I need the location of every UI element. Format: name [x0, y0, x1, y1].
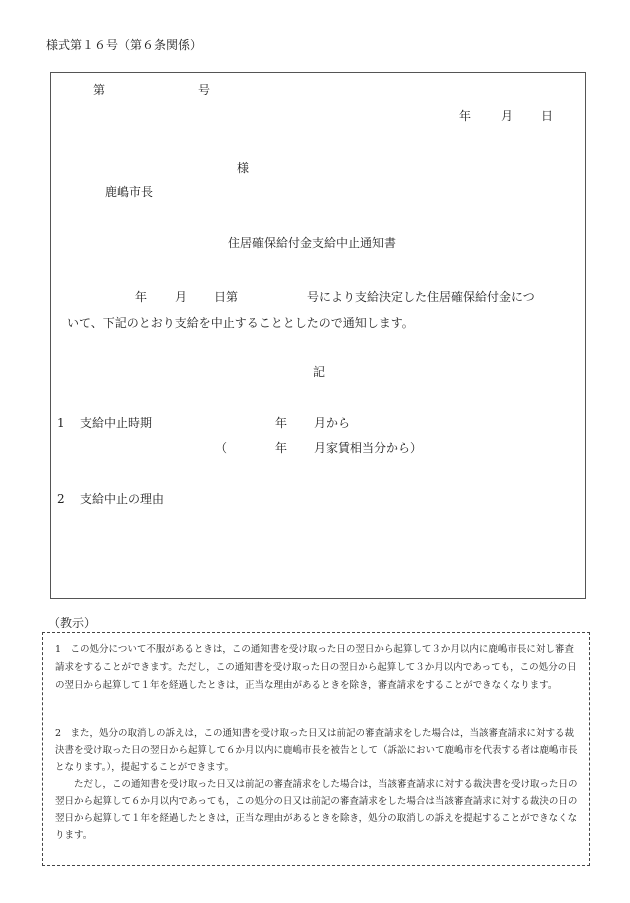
ki-heading: 記: [313, 365, 326, 379]
item1-year: 年: [275, 416, 288, 430]
instruction-paragraph-1: 1 この処分について不服があるときは，この通知書を受け取った日の翌日から起算して３か月以内に鹿嶋市長に対し審査請求をすることができます。ただし，この通知書を受け取った日の翌日から起算して３か月以内であっても，この処分の日の翌日から起算して１年を経過したときは，正当な理由があるときを除き，審査請求をすることができなくなります。: [55, 644, 577, 691]
instruction-box: [42, 632, 590, 866]
notice-title: 住居確保給付金支給中止通知書: [228, 236, 397, 250]
date-year: 年: [459, 109, 472, 123]
body-day-dai: 日第: [214, 290, 239, 304]
item1-number: 1: [57, 416, 65, 430]
item1-year2: 年: [275, 441, 288, 455]
notice-form: [50, 72, 586, 599]
body-year: 年: [135, 290, 148, 304]
sender-name: 鹿嶋市長: [105, 185, 154, 199]
item2-number: 2: [57, 492, 65, 506]
item1-label: 支給中止時期: [80, 416, 153, 430]
recipient-suffix: 様: [237, 161, 250, 175]
body-month: 月: [175, 290, 188, 304]
item1-from: 月から: [314, 416, 351, 430]
item2-label: 支給中止の理由: [80, 492, 165, 506]
number-dai: 第: [93, 83, 106, 97]
instruction-paragraph-2: 2 また，処分の取消しの訴えは，この通知書を受け取った日又は前記の審査請求をした場合は，当該審査請求に対する裁決書を受け取った日の翌日から起算して６か月以内に鹿嶋市長を被告として（訴訟において鹿嶋市を代表する者は鹿嶋市長となります。），提起することができます。: [55, 728, 578, 773]
date-month: 月: [501, 109, 514, 123]
instruction-paragraph-3: ただし，この通知書を受け取った日又は前記の審査請求をした場合は，当該審査請求に対する裁決書を受け取った日の翌日から起算して６か月以内であっても，この処分の日又は前記の審査請求をした場合は当該審査請求に対する裁決の日の翌日から起算して１年を経過したときは，正当な理由があるときを除き，処分の取消しの訴えを提起することができなくなります。: [55, 779, 578, 841]
date-day: 日: [541, 109, 554, 123]
body-line1: 号により支給決定した住居確保給付金につ: [307, 290, 535, 304]
form-number: 様式第１６号（第６条関係）: [46, 38, 203, 52]
instruction-label: （教示）: [48, 616, 97, 630]
item1-rent: 月家賃相当分から）: [314, 441, 423, 455]
item1-paren: （: [215, 441, 228, 455]
number-go: 号: [198, 83, 211, 97]
body-line2: いて、下記のとおり支給を中止することとしたので通知します。: [67, 316, 414, 330]
